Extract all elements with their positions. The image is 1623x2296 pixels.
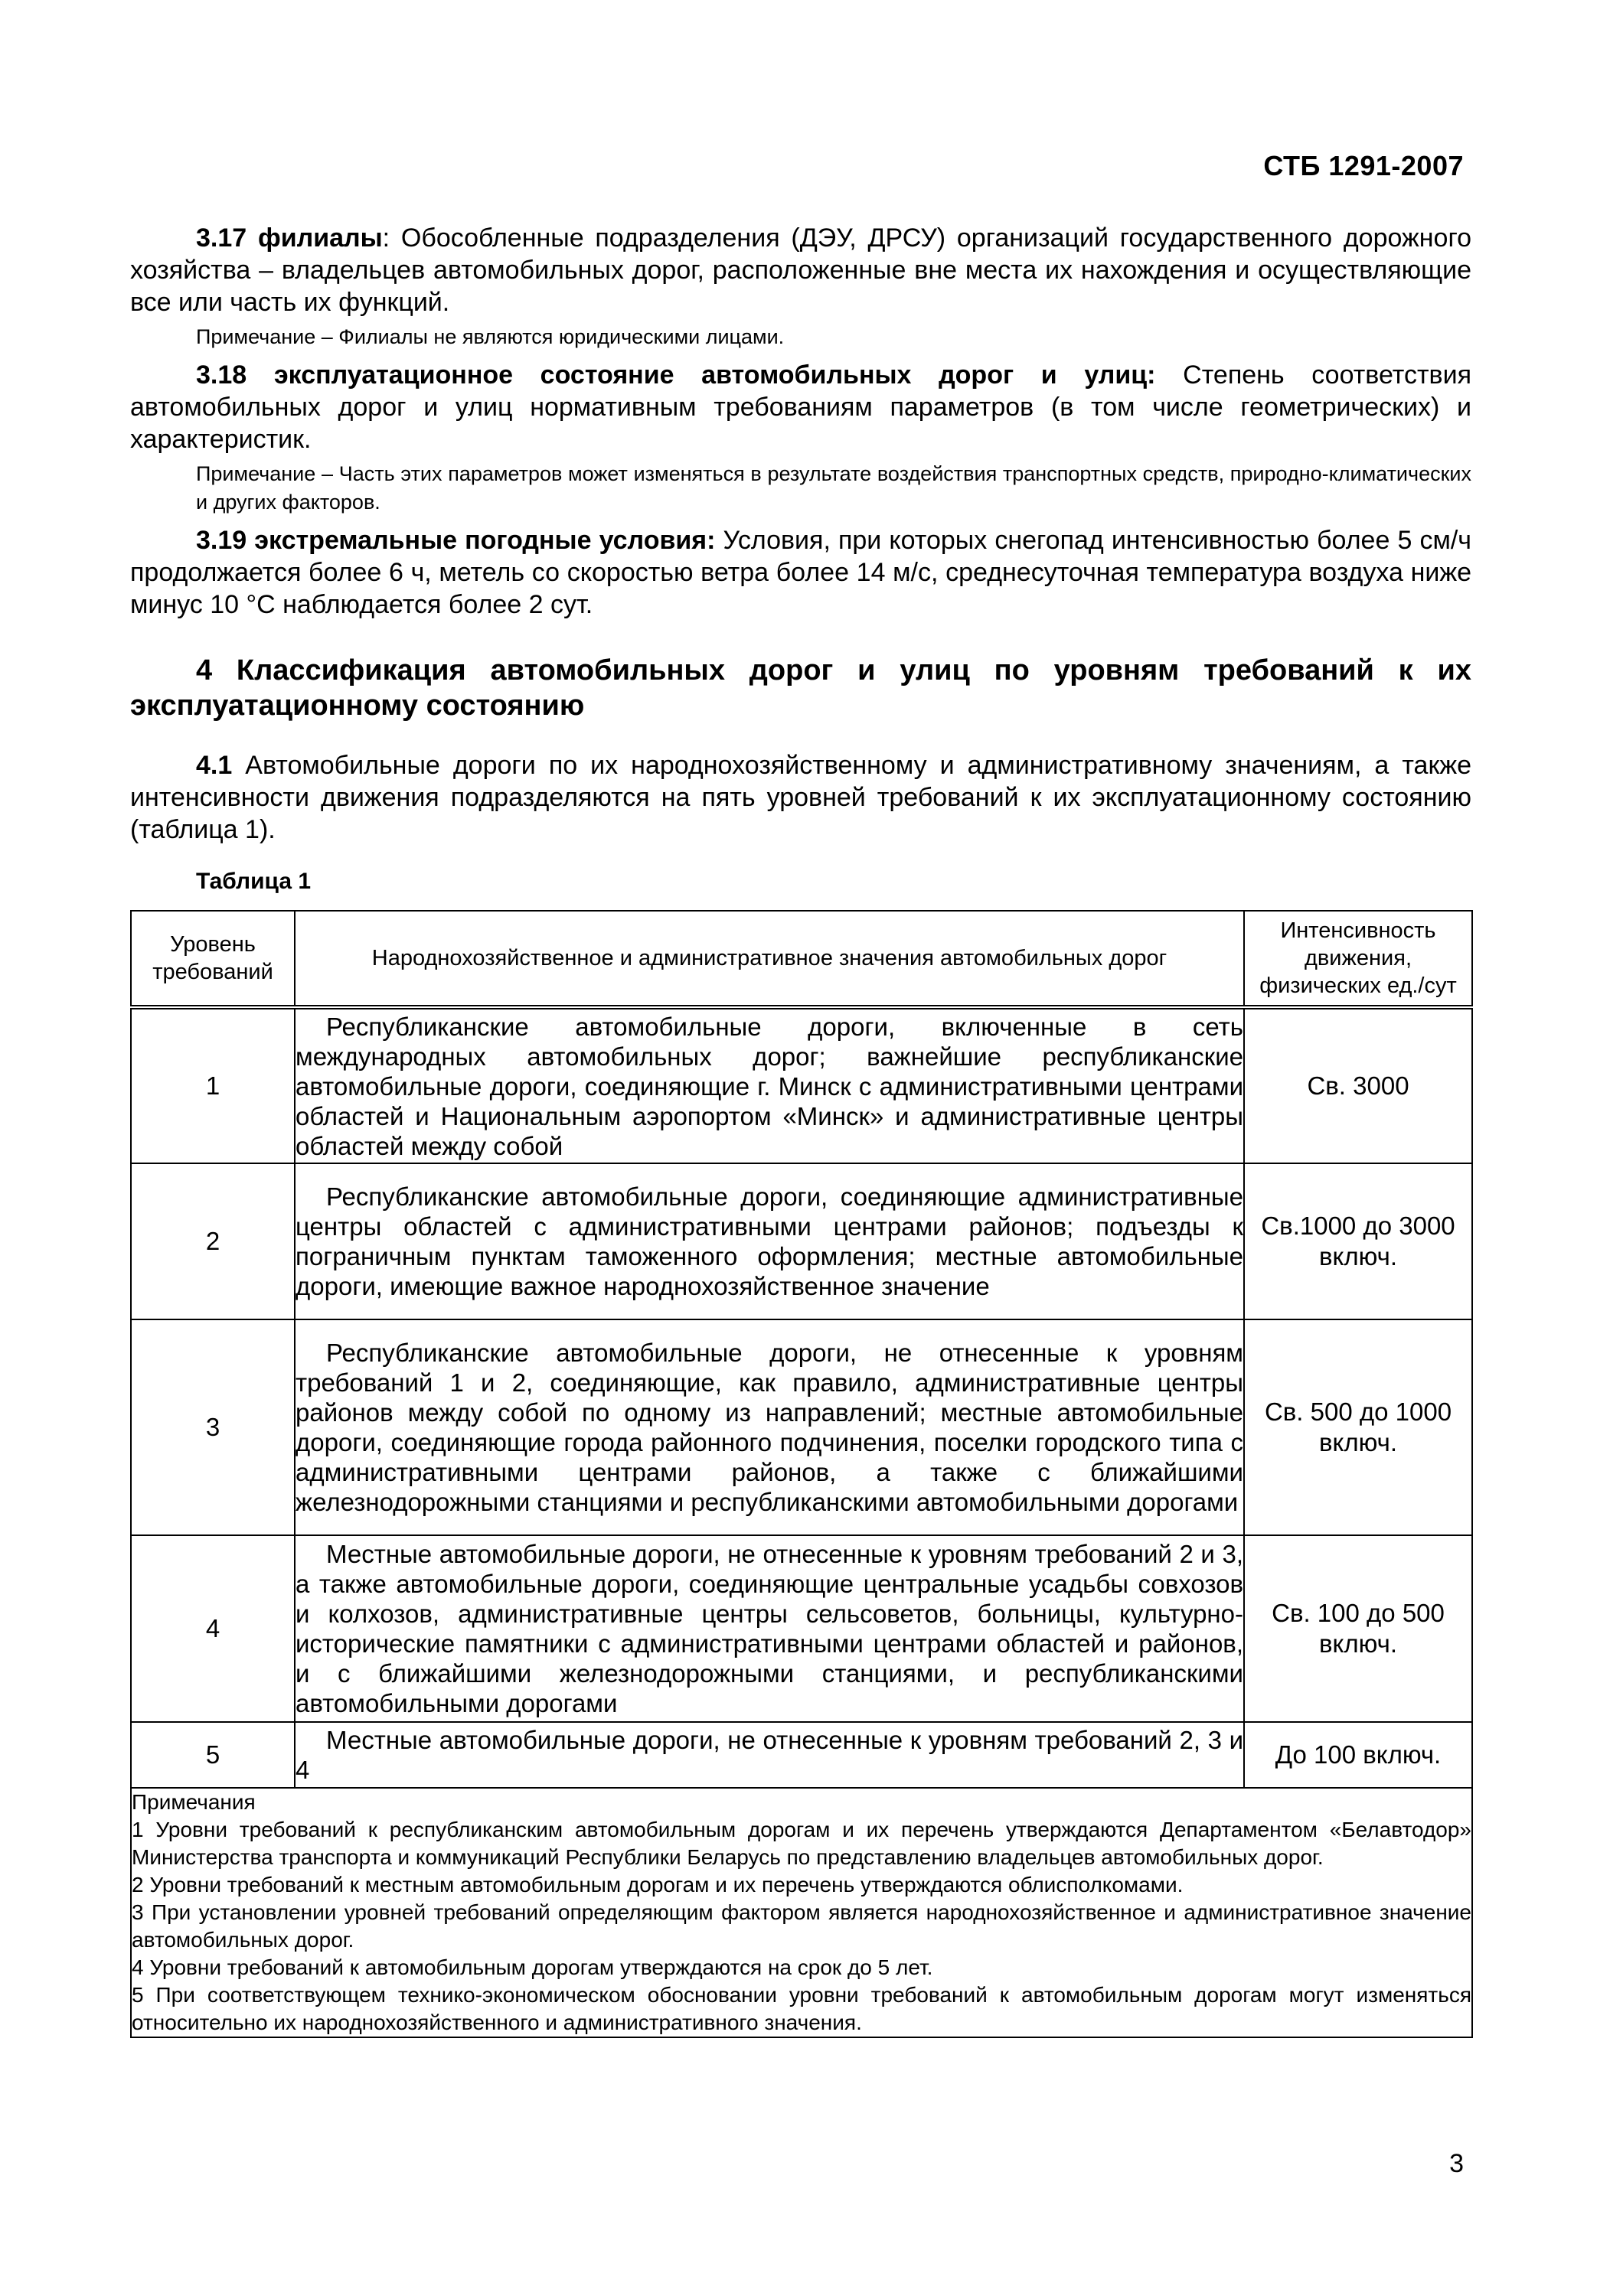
table-row	[131, 1722, 1472, 1788]
header-level: Уровень требований	[131, 911, 295, 1007]
cell-intensity: Св.1000 до 3000 включ.	[1244, 1163, 1472, 1319]
definition-term: экстремальные погодные условия:	[254, 526, 716, 555]
definition-note: Примечание – Филиалы не являются юридическими лицами.	[196, 325, 785, 348]
definition-text: Условия, при которых снегопад интенсивностью более 5 см/ч продолжается более 6 ч, метель со скоростью ветра более 14 м/с, среднесуточная температура воздуха ниже минус 10 °С наблюдается более 2 сут.	[130, 526, 1471, 619]
definition-number: 3.18	[196, 360, 247, 390]
table-row	[131, 1319, 1472, 1535]
cell-intensity: До 100 включ.	[1244, 1722, 1472, 1788]
section-4-heading: 4 Классификация автомобильных дорог и улиц по уровням требований к их эксплуатационному состоянию	[130, 654, 1471, 722]
table-note: 3 При установлении уровней требований определяющим фактором является народнохозяйственное и административное значение автомобильных дорог.	[132, 1900, 1471, 1952]
cell-meaning: Республиканские автомобильные дороги, включенные в сеть международных автомобильных дорог; важнейшие республиканские автомобильные дороги, соединяющие г. Минск с административными центрами областей и Национальным аэропортом «Минск» и административные центры областей между собой	[295, 1007, 1244, 1163]
cell-intensity: Св. 100 до 500 включ.	[1244, 1535, 1472, 1722]
cell-level: 5	[131, 1722, 295, 1788]
definition-term: филиалы	[257, 223, 383, 253]
definition-separator: :	[382, 223, 390, 253]
definition-text: Степень соответствия автомобильных дорог и улиц нормативным требованиям параметров (в том числе геометрических) и характеристик.	[130, 360, 1471, 454]
paragraph-text: Автомобильные дороги по их народнохозяйственному и административному значениям, а также интенсивности движения подразделяются на пять уровней требований к их эксплуатационному состоянию (таблица 1).	[130, 751, 1471, 844]
page-number: 3	[1449, 2149, 1464, 2178]
cell-meaning: Местные автомобильные дороги, не отнесенные к уровням требований 2 и 3, а также автомобильные дороги, соединяющие центральные усадьбы совхозов и колхозов, административные центры сельсоветов, больницы, культурно-исторические памятники с административными центрами областей и районов, и с ближайшими железнодорожными станциями, и республиканскими автомобильными дорогами	[295, 1535, 1244, 1722]
definition-note: Примечание – Часть этих параметров может изменяться в результате воздействия транспортных средств, природно-климатических и других факторов.	[196, 462, 1471, 514]
table-notes	[131, 1788, 1472, 2037]
paragraph-4-1	[130, 749, 1471, 846]
table-note: 4 Уровни требований к автомобильным дорогам утверждаются на срок до 5 лет.	[132, 1955, 933, 1979]
table-note: 5 При соответствующем технико-экономическом обосновании уровни требований к автомобильным дорогам могут изменяться относительно их народнохозяйственного и административного значения.	[132, 1983, 1471, 2034]
cell-meaning: Республиканские автомобильные дороги, не отнесенные к уровням требований 1 и 2, соединяющие, как правило, административные центры районов между собой по одному из направлений; местные автомобильные дороги, соединяющие города районного подчинения, поселки городского типа с административными центрами районов, а также с ближайшими железнодорожными станциями и республиканскими автомобильными дорогами	[295, 1319, 1244, 1535]
table-note: 1 Уровни требований к республиканским автомобильным дорогам и их перечень утверждаются Департаментом «Белавтодор» Министерства транспорта и коммуникаций Республики Беларусь по представлению владельцев автомобильных дорог.	[132, 1818, 1471, 1869]
definition-number: 3.19	[196, 526, 247, 555]
table-caption: Таблица 1	[196, 869, 312, 894]
cell-intensity: Св. 500 до 1000 включ.	[1244, 1319, 1472, 1535]
document-code: СТБ 1291-2007	[1263, 150, 1464, 181]
definition-term: эксплуатационное состояние автомобильных дорог и улиц:	[273, 360, 1156, 390]
requirements-table	[130, 910, 1473, 2038]
cell-level: 3	[131, 1319, 295, 1535]
header-meaning: Народнохозяйственное и административное значения автомобильных дорог	[295, 911, 1244, 1007]
definition-number: 3.17	[196, 223, 247, 253]
cell-level: 2	[131, 1163, 295, 1319]
definition-text: Обособленные подразделения (ДЭУ, ДРСУ) организаций государственного дорожного хозяйства – владельцев автомобильных дорог, расположенные вне места их нахождения и осуществляющие все или часть их функций.	[130, 223, 1472, 317]
cell-level: 1	[131, 1007, 295, 1163]
cell-meaning: Местные автомобильные дороги, не отнесенные к уровням требований 2, 3 и 4	[295, 1722, 1244, 1788]
header-intensity: Интенсивность движения, физических ед./сут	[1244, 911, 1472, 1007]
table-header-row	[131, 911, 1472, 1007]
table-row	[131, 1163, 1472, 1319]
table-row	[131, 1007, 1472, 1163]
cell-meaning: Республиканские автомобильные дороги, соединяющие административные центры областей с административными центрами районов; подъезды к пограничным пунктам таможенного оформления; местные автомобильные дороги, имеющие важное народнохозяйственное значение	[295, 1163, 1244, 1319]
cell-level: 4	[131, 1535, 295, 1722]
paragraph-number: 4.1	[196, 751, 233, 780]
notes-title: Примечания	[132, 1790, 256, 1814]
table-row	[131, 1535, 1472, 1722]
cell-intensity: Св. 3000	[1244, 1007, 1472, 1163]
definition-3-19	[130, 524, 1471, 621]
page-content	[130, 222, 1471, 2038]
definition-3-18	[130, 359, 1471, 455]
table-note: 2 Уровни требований к местным автомобильным дорогам и их перечень утверждаются облисполкомами.	[132, 1873, 1184, 1896]
table-notes-row	[131, 1788, 1472, 2037]
definition-3-17	[130, 222, 1471, 318]
